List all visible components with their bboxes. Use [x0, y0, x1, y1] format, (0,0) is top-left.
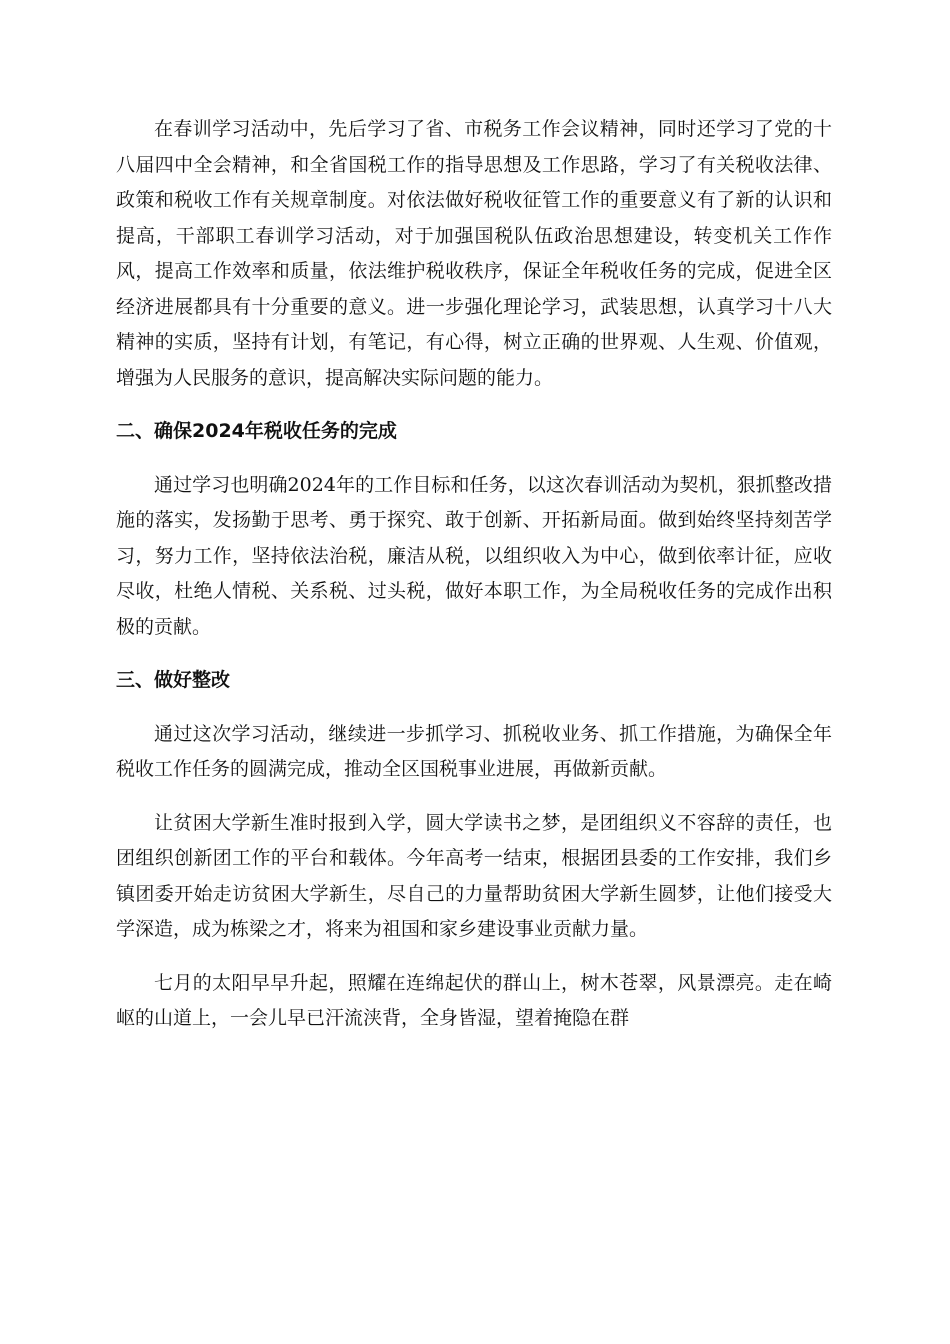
- paragraph-poor-students: 让贫困大学新生准时报到入学，圆大学读书之梦，是团组织义不容辞的责任，也团组织创新团工作的平台和载体。今年高考一结束，根据团县委的工作安排，我们乡镇团委开始走访贫困大学新生，尽自己的力量帮助贫困大学新生圆梦，让他们接受大学深造，成为栋梁之才，将来为祖国和家乡建设事业贡献力量。: [116, 811, 832, 940]
- paragraph-july-sun: 七月的太阳早早升起，照耀在连绵起伏的群山上，树木苍翠，风景漂亮。走在崎岖的山道上，一会儿早已汗流浃背，全身皆湿，望着掩隐在群: [116, 971, 832, 1029]
- document-body: [116, 112, 832, 1037]
- paragraph-spring-training-study: 在春训学习活动中，先后学习了省、市税务工作会议精神，同时还学习了党的十八届四中全会精神，和全省国税工作的指导思想及工作思路，学习了有关税收法律、政策和税收工作有关规章制度。对依法做好税收征管工作的重要意义有了新的认识和提高，干部职工春训学习活动，对于加强国税队伍政治思想建设，转变机关工作作风，提高工作效率和质量，依法维护税收秩序，保证全年税收任务的完成，促进全区经济进展都具有十分重要的意义。进一步强化理论学习，武装思想，认真学习十八大精神的实质，坚持有计划，有笔记，有心得，树立正确的世界观、人生观、价值观，增强为人民服务的意识，提高解决实际问题的能力。: [116, 118, 832, 389]
- paragraph-rectification-content: 通过这次学习活动，继续进一步抓学习、抓税收业务、抓工作措施，为确保全年税收工作任务的圆满完成，推动全区国税事业进展，再做新贡献。: [116, 722, 832, 780]
- paragraph-work-goals: 通过学习也明确2024年的工作目标和任务，以这次春训活动为契机，狠抓整改措施的落实，发扬勤于思考、勇于探究、敢于创新、开拓新局面。做到始终坚持刻苦学习，努力工作，坚持依法治税，廉洁从税，以组织收入为中心，做到依率计征，应收尽收，杜绝人情税、关系税、过头税，做好本职工作，为全局税收任务的完成作出积极的贡献。: [116, 473, 832, 638]
- heading-rectification: 三、做好整改: [116, 669, 231, 691]
- heading-ensure-tax-task: 二、确保2024年税收任务的完成: [116, 420, 397, 442]
